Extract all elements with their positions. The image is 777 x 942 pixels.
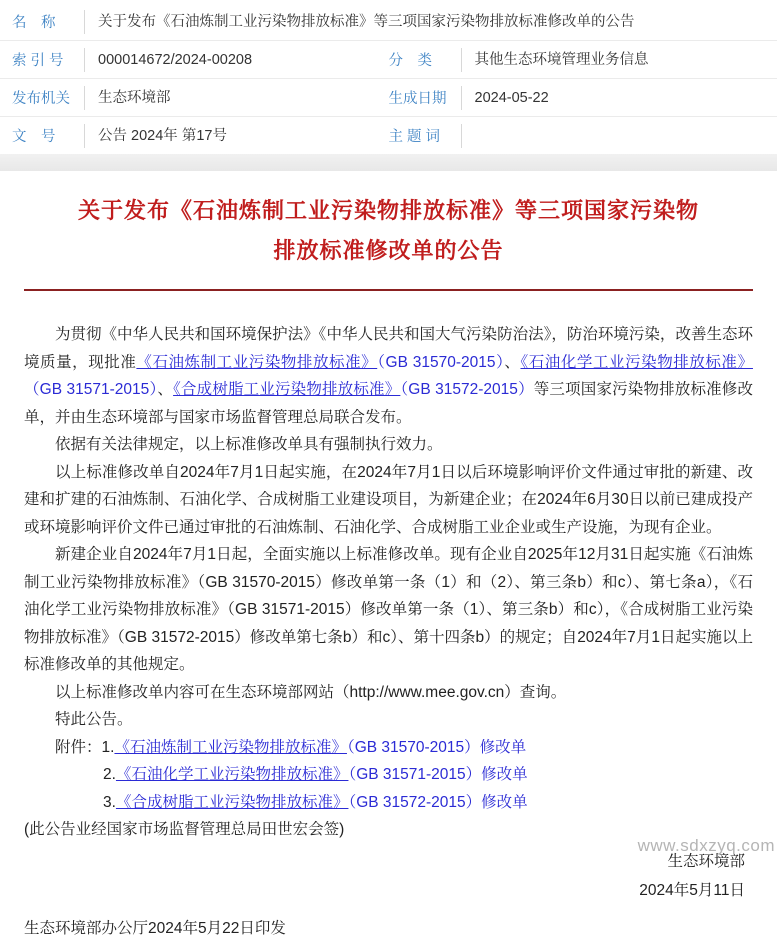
- attachment-item: [24, 761, 753, 789]
- standard-link[interactable]: 《合成树脂工业污染物排放标准》: [173, 381, 400, 398]
- divider: [461, 48, 462, 72]
- text-run: 以上标准修改单自2024年7月1日起实施，在2024年7月1日以后环境影响评价文件通过审批的新建、改建和扩建的石油炼制、石油化学、合成树脂工业建设项目，为新建企业；在2024年6月30日以前已建成投产或环境影响评价文件已通过审批的石油炼制、石油化学、合成树脂工业企业或生产设施，为现有企业。: [24, 464, 753, 536]
- paragraph: [24, 679, 753, 707]
- divider: [84, 86, 85, 110]
- paragraph: [24, 706, 753, 734]
- meta-cell: [0, 3, 777, 40]
- meta-row-issuer: [0, 79, 777, 117]
- text-run: 以上标准修改单内容可在生态环境部网站（http://www.mee.gov.cn）查询。: [55, 684, 566, 701]
- attachment-suffix: （GB 31572-2015）修改单: [348, 794, 527, 811]
- standard-link[interactable]: 《石油化学工业污染物排放标准》: [520, 354, 753, 371]
- meta-label-date: 生成日期: [389, 87, 455, 108]
- attachment-item: [24, 789, 753, 817]
- title-rule: [24, 289, 753, 291]
- sign-date: 2024年5月11日: [24, 877, 753, 905]
- meta-label-category: 分 类: [389, 49, 455, 70]
- meta-label-index-number: 索 引 号: [12, 49, 78, 70]
- meta-value-issuing-agency: 生态环境部: [98, 88, 181, 108]
- divider: [461, 124, 462, 148]
- text-run: 、: [504, 354, 520, 371]
- text-run: 依据有关法律规定，以上标准修改单具有强制执行效力。: [55, 436, 443, 453]
- meta-cell: [0, 41, 389, 78]
- meta-cell: [0, 79, 389, 116]
- signer: 生态环境部: [24, 848, 753, 876]
- countersign-note: (此公告业经国家市场监督管理总局田世宏会签): [24, 816, 753, 844]
- divider: [84, 124, 85, 148]
- attachment-link[interactable]: 《石油化学工业污染物排放标准》: [116, 766, 349, 783]
- meta-cell: [389, 41, 777, 78]
- meta-row-index: [0, 41, 777, 79]
- paragraph: [24, 321, 753, 431]
- paragraph: [24, 431, 753, 459]
- meta-label-subject-words: 主 题 词: [389, 125, 455, 146]
- attachment-number: 2.: [103, 766, 116, 783]
- attachment-number: 3.: [103, 794, 116, 811]
- meta-label-name: 名 称: [12, 11, 78, 32]
- meta-value-index-number: 000014672/2024-00208: [98, 50, 262, 70]
- meta-value-category: 其他生态环境管理业务信息: [475, 50, 659, 70]
- meta-cell: [389, 79, 777, 116]
- divider: [84, 48, 85, 72]
- meta-row-docnumber: [0, 117, 777, 154]
- meta-cell: [389, 117, 777, 154]
- meta-value-doc-number: 公告 2024年 第17号: [98, 126, 237, 146]
- watermark: www.sdxzyq.com: [638, 836, 775, 856]
- doc-paragraphs: [24, 321, 753, 734]
- meta-cell: [0, 117, 389, 154]
- document: [0, 191, 777, 942]
- attachments-label: 附件：: [55, 739, 102, 756]
- meta-label-issuing-agency: 发布机关: [12, 87, 78, 108]
- attachment-suffix: （GB 31571-2015）修改单: [348, 766, 527, 783]
- text-run: 等三项国家污染物排放标准修改单，并由生态环境部与国家市场监督管理总局联合发布。: [24, 381, 753, 426]
- attachment-item: [24, 734, 753, 762]
- attachment-link[interactable]: 《石油炼制工业污染物排放标准》: [114, 739, 347, 756]
- attachment-link[interactable]: 《合成树脂工业污染物排放标准》: [116, 794, 349, 811]
- attachment-number: 1.: [102, 739, 115, 756]
- meta-value-date: 2024-05-22: [475, 88, 559, 108]
- divider: [84, 10, 85, 34]
- attachments: [24, 734, 753, 817]
- text-run: 、: [157, 381, 173, 398]
- meta-label-doc-number: 文 号: [12, 125, 78, 146]
- meta-table: [0, 0, 777, 154]
- text-run: 为贯彻《中华人民共和国环境保护法》《中华人民共和国大气污染防治法》，防治环境污染，改善生态环境质量，现批准: [24, 326, 753, 371]
- standard-code: （GB 31572-2015）: [400, 381, 533, 398]
- divider: [461, 86, 462, 110]
- text-run: 特此公告。: [55, 711, 133, 728]
- section-divider: [0, 154, 777, 171]
- meta-value-name: 关于发布《石油炼制工业污染物排放标准》等三项国家污染物排放标准修改单的公告: [98, 12, 645, 32]
- paragraph: [24, 459, 753, 542]
- print-note: 生态环境部办公厅2024年5月22日印发: [24, 915, 753, 942]
- attachment-suffix: （GB 31570-2015）修改单: [347, 739, 526, 756]
- standard-link[interactable]: 《石油炼制工业污染物排放标准》: [136, 354, 377, 371]
- meta-row-name: [0, 3, 777, 41]
- standard-code: （GB 31570-2015）: [377, 354, 504, 371]
- text-run: 新建企业自2024年7月1日起，全面实施以上标准修改单。现有企业自2025年12月31日起实施《石油炼制工业污染物排放标准》（GB 31570-2015）修改单第一条（1）和（2）、第三条b）和c）、第七条a），《石油化学工业污染物排放标准》（GB 31571-2015）修改单第一条（1）、第三条b）和c），《合成树脂工业污染物排放标准》（GB 31572-2015）修改单第七条b）和c）、第十四条b）的规定；自2024年7月1日起实施以上标准修改单的其他规定。: [24, 546, 753, 673]
- document-title: 关于发布《石油炼制工业污染物排放标准》等三项国家污染物排放标准修改单的公告: [69, 191, 709, 271]
- standard-code: （GB 31571-2015）: [24, 381, 157, 398]
- paragraph: [24, 541, 753, 679]
